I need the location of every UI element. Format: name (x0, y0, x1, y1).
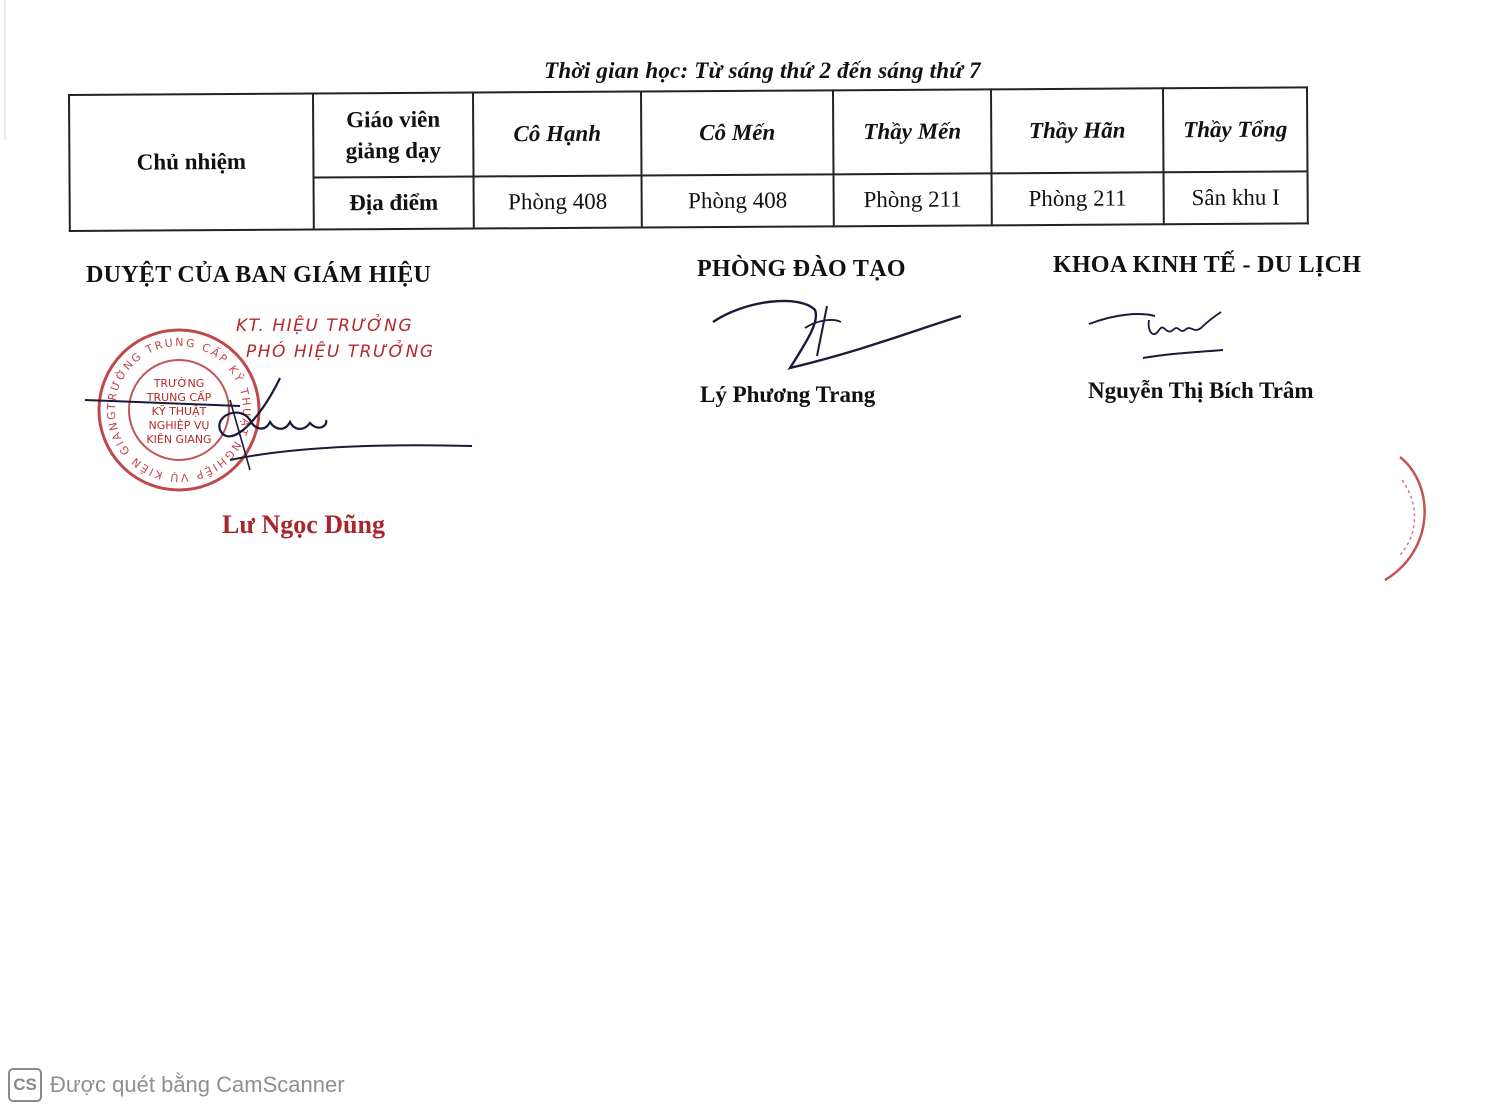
svg-text:KỸ THUẬT: KỸ THUẬT (151, 405, 207, 418)
teacher-cell: Thầy Hãn (991, 88, 1164, 173)
approval-signer-name: Lư Ngọc Dũng (222, 510, 385, 539)
deputy-title-line2: PHÓ HIỆU TRƯỞNG (246, 342, 435, 362)
faculty-heading: KHOA KINH TẾ - DU LỊCH (1053, 252, 1362, 278)
teacher-cell: Cô Hạnh (473, 91, 642, 176)
partial-seal-edge (1380, 455, 1440, 585)
training-signature (705, 292, 965, 382)
location-cell: Phòng 408 (642, 174, 834, 227)
location-cell: Phòng 211 (834, 173, 992, 226)
training-heading: PHÒNG ĐÀO TẠO (697, 256, 906, 282)
camscanner-footer (8, 1068, 345, 1102)
teacher-label: Giáo viên giảng dạy (313, 93, 474, 178)
faculty-signature (1085, 300, 1235, 370)
svg-text:TRƯỜNG TRUNG CẤP KỸ THUẬT NGHI: TRƯỜNG TRUNG CẤP KỸ THUẬT NGHIỆP VỤ KIÊN GIANG (104, 335, 254, 485)
row-header-homeroom: Chủ nhiệm (69, 94, 314, 231)
location-cell: Phòng 408 (474, 175, 642, 228)
location-cell: Sân khu I (1163, 171, 1307, 224)
location-cell: Phòng 211 (992, 172, 1164, 225)
faculty-signer-name: Nguyễn Thị Bích Trâm (1088, 378, 1314, 403)
camscanner-label: Được quét bằng CamScanner (50, 1072, 345, 1097)
deputy-title-line1: KT. HIỆU TRƯỞNG (236, 316, 414, 336)
svg-text:TRƯỜNG: TRƯỜNG (153, 377, 205, 390)
teacher-cell: Cô Mến (641, 90, 834, 175)
svg-text:KIÊN GIANG: KIÊN GIANG (146, 433, 212, 446)
svg-text:TRUNG CẤP: TRUNG CẤP (146, 391, 212, 404)
svg-text:NGHIỆP VỤ: NGHIỆP VỤ (148, 419, 210, 432)
schedule-table (68, 86, 1309, 232)
approval-signature (80, 360, 480, 470)
camscanner-logo-icon: CS (8, 1068, 42, 1102)
location-label: Địa điểm (314, 177, 474, 230)
schedule-caption: Thời gian học: Từ sáng thứ 2 đến sáng thứ 7 (544, 58, 981, 83)
training-signer-name: Lý Phương Trang (700, 382, 876, 407)
approval-heading: DUYỆT CỦA BAN GIÁM HIỆU (86, 262, 432, 288)
teacher-cell: Thầy Tổng (1163, 87, 1308, 172)
teacher-row (69, 87, 1307, 179)
teacher-cell: Thầy Mến (833, 89, 992, 174)
